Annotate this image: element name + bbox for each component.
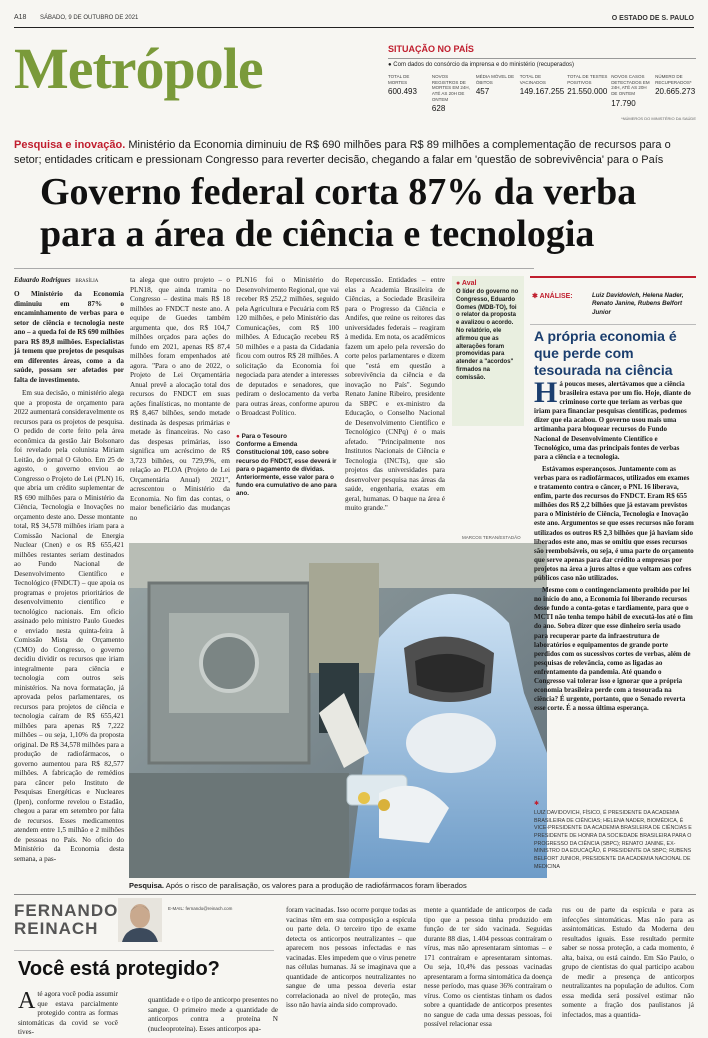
page-number: A18 bbox=[14, 14, 27, 21]
article-dek-text: Ministério da Economia diminuiu de R$ 690 milhões para R$ 89 milhões a complementação de recursos para o setor; entidades criticam e pressionam Congresso para reverter decisão, chegando a falar em 'questão de sobrevivência' para o País bbox=[14, 139, 671, 167]
stat-value: 17.790 bbox=[611, 98, 636, 108]
columnist-name bbox=[14, 902, 118, 938]
caption-text: Após o risco de paralisação, os valores para a produção de radiofármacos foram liberados bbox=[165, 881, 467, 890]
column-col-3: foram vacinadas. Isso ocorre porque todas as vacinas têm em sua composição a espícula ou parte dela. O terceiro tipo de exame detecta os anticorpos neutralizantes – que aparecem nos pessoas infectadas e nas vacinadas. Eles impedem que o vírus penetre nas células humanas. Já se imaginava que a quantidade de anticorpos neutralizantes no sangue de uma pessoa deveria estar correlacionada ao nível de proteção, mas isso não havia ainda sido comprovado. bbox=[286, 906, 416, 1009]
byline bbox=[14, 276, 98, 284]
analise-rule bbox=[530, 276, 696, 278]
stat-label: MÉDIA MÓVEL DE ÓBITOS bbox=[475, 74, 515, 85]
analise-authors: Luiz Davidovich, Helena Nader, Renato Janine, Rubens Belfort Junior bbox=[592, 292, 684, 316]
column-rule bbox=[14, 950, 274, 951]
footnote-star-icon: ✱ bbox=[534, 801, 540, 807]
stat-value: 20.665.273 bbox=[655, 87, 696, 97]
lab-technician-photo bbox=[129, 543, 547, 878]
article-column-1 bbox=[14, 290, 124, 890]
aval-heading: ● Aval bbox=[456, 280, 477, 287]
analise-text bbox=[534, 376, 694, 816]
article-lead: O Ministério da Economia diminuiu em 87% o encaminhamento de verbas para o setor de ciência e tecnologia neste ano – a queda foi de R$ 690 milhões para R$ 89,8 milhões. Especialistas já temem que projetos de pesquisas em diferentes áreas, como a da saúde, possam ser afetados por falta de investimento. bbox=[14, 290, 124, 384]
section-title: Metrópole bbox=[14, 36, 263, 101]
aval-text: O líder do governo no Congresso, Eduardo Gomes (MDB-TO), foi o relator da proposta e avalizou o acordo. No relatório, ele afirmou que as alterações foram promovidas para atender a "acordos" firmados na comissão. bbox=[456, 289, 519, 381]
stat-label: NÚMERO DE RECUPERADOS* bbox=[655, 74, 692, 85]
situacao-title: SITUAÇÃO NO PAÍS bbox=[388, 44, 474, 54]
column-col-4: mente a quantidade de anticorpos de cada tipo que a pessoa tinha produzido em função de ter sido vacinada. Seguidas durante 88 dias, 1.404 pessoas contraíram o vírus, mas não apresentaram sintomas – e 171 contraíram e apresentaram sintomas. Ou seja, 10,4% das pessoas vacinadas apresentaram a forma sintomática da doença nesse período, mas quase 36% contraíram o vírus. Como os cientistas tinham os dados sobre a quantidade de anticorpos presentes no sangue de cada uma dessas pessoas, foi possível relacionar essa bbox=[424, 906, 552, 1028]
column-col-1 bbox=[18, 988, 118, 1036]
analise-title: A própria economia é que perde com tesourada na ciência bbox=[534, 328, 677, 378]
aval-bullet-icon: ● bbox=[456, 280, 461, 287]
stat-value: 600.493 bbox=[388, 87, 417, 97]
stat-label: TOTAL DE VACINADOS bbox=[519, 74, 546, 85]
tesouro-heading: ● Para o Tesouro bbox=[236, 433, 287, 440]
column-col-5: rus ou de parte da espícula e para as infecções sintomáticas. Mas não para as assintomáticas. Estudo da Moderna deu resultados iguais. Esse resultado permite saber se nossa proteção, a cada momento, é alta, baixa, ou está caindo. Em São Paulo, o grupo de cientistas do qual participo acabou de medir a presença de anticorpos neutralizantes na população de adultos. Com essa medida será possível estimar não somente a fração dos paulistanos já infectados, mas a quantida- bbox=[562, 906, 694, 1019]
header-rule bbox=[14, 27, 694, 28]
stat-label: TOTAL DE MORTES bbox=[388, 74, 410, 85]
article-headline bbox=[40, 172, 700, 256]
tesouro-text: Conforme a Emenda Constitucional 109, caso sobre recurso do FNDCT, esse deverá ir para o pagamento de dívidas. Anteriormente, esse valor para o fundo era cumulativo de ano para ano. bbox=[236, 441, 337, 498]
stat-value: 628 bbox=[431, 104, 446, 114]
stat-item bbox=[388, 74, 429, 114]
stat-item bbox=[611, 74, 652, 114]
situacao-subtitle: ● Com dados do consórcio da imprensa e do ministério (recuperados) bbox=[388, 62, 575, 68]
headline-line-1: Governo federal corta 87% da verba bbox=[40, 171, 637, 213]
column-col-1-text: té agora você podia assumir que estava parcialmente protegido contra as formas sintomáticas da covid se você tives- bbox=[18, 990, 118, 1036]
columnist-first-name: FERNANDO bbox=[14, 901, 119, 920]
stat-label: TOTAL DE TESTES POSITIVOS bbox=[567, 74, 608, 85]
article-column-3: PLN16 foi o Ministério do Desenvolvimento Regional, que vai receber R$ 252,2 milhões, seguido pela Agricultura e Pecuária com R$ 120 milhões, e pelo Ministério das Comunicações, com R$ 100 milhões. A Educação recebeu R$ 50 milhões e a pasta da Cidadania ficou com outros R$ 28 milhões. A solicitação da Economia foi negociada para atender a interesses de deputados e senadores, que pediram o deslocamento da verba para outras áreas, conforme apurou o Broadcast Político. bbox=[236, 276, 339, 417]
stat-label: NOVOS REGISTROS DE MORTES EM 24H, ATÉ AS 20H DE ONTEM bbox=[431, 74, 470, 102]
analise-star-icon: ✱ bbox=[532, 293, 538, 300]
stat-item bbox=[476, 74, 517, 114]
stat-value: 21.550.000 bbox=[567, 87, 608, 97]
column-dropcap: A bbox=[18, 988, 36, 1014]
columnist-portrait-icon bbox=[118, 898, 162, 942]
stat-item bbox=[567, 74, 608, 114]
columnist-avatar bbox=[118, 898, 162, 942]
columnist-last-name: REINACH bbox=[14, 918, 99, 938]
byline-author: Eduardo Rodrigues bbox=[14, 276, 71, 284]
tesouro-bullet-icon: ● bbox=[236, 433, 240, 440]
bullet-icon: ● bbox=[388, 62, 392, 68]
analise-paragraph-1: á poucos meses, alertávamos que a ciência brasileira estava por um fio. Hoje, diante do criminoso corte que teriam as verbas que iriam para financiar pesquisas científicas, podemos dizer que ela acabou. O governo usou mais uma artimanha para bloquear recursos do Fundo Nacional de Desenvolvimento Científico e Tecnológico, uma das principais fontes de verbas para a ciência e a tecnologia. bbox=[534, 380, 691, 461]
situacao-panel bbox=[388, 44, 696, 121]
photo-caption bbox=[129, 881, 549, 890]
newspaper-name: O ESTADO DE S. PAULO bbox=[611, 15, 694, 22]
analise-rule-2 bbox=[530, 324, 696, 325]
analise-panel bbox=[530, 276, 696, 892]
analise-dropcap: H bbox=[534, 376, 558, 409]
analise-footnote: LUIZ DAVIDOVICH, FÍSICO, É PRESIDENTE DA ACADEMIA BRASILEIRA DE CIÊNCIAS; HELENA NADER, BIOMÉDICA, É VICE-PRESIDENTE DA ACADEMIA BRASILEIRA DE CIÊNCIAS E PRESIDENTE DE HONRA DA SOCIEDADE BRASILEIRA PARA O PROGRESSO DA CIÊNCIA (SBPC); RENATO JANINE, EX-MINISTRO DA EDUCAÇÃO, É PRESIDENTE DA SBPC; RUBENS BELFORT JUNIOR, PRESIDENTE DA ACADEMIA NACIONAL DE MEDICINA bbox=[534, 810, 692, 870]
byline-dateline: BRASÍLIA bbox=[75, 279, 99, 284]
stat-item bbox=[655, 74, 696, 114]
article-kicker: Pesquisa e inovação. bbox=[14, 139, 126, 151]
stat-value: 457 bbox=[475, 87, 490, 97]
stat-label: NOVOS CASOS DETECTADOS EM 24H, ATÉ AS 20H DE ONTEM bbox=[611, 74, 650, 96]
analise-paragraph-2: Estávamos esperançosos. Juntamente com as verbas para os radiofármacos, utilizados em exames e tratamento contra o câncer, o PNL 16 liberava, enfim, parte dos recursos do FNDCT. Eram R$ 655 milhões dos R$ 2,2 bilhões que já estavam previstos para o Ministério de Ciência, Tecnologia e Inovação este ano. Argumentos se que esses recursos não foram utilizados os outros R$ 2,3 bilhões que já haviam sido liberados este ano, mas se omitiu que esses recursos são reembolsáveis, ou seja, é uma parte do orçamento que serve apenas para dar crédito a empresas por projetos na área a juros altos e que voltam aos cofres públicos caso não utilizados. bbox=[534, 464, 694, 582]
article-column-2: ta alega que outro projeto – o PLN18, que ainda tramita no Congresso – destina mais R$ 18 milhões ao FNDCT neste ano. A equipe de Guedes também argumenta que, dos R$ 104,7 milhões orçados para ações do fundo em 2021, apenas R$ 87,4 milhões foram empenhados até agora. "Para o ano de 2022, o Projeto de Lei Orçamentária Anual prevê a alocação total dos recursos do FNDCT em suas ações finalísticas, no montante de R$ 8,467 bilhões, sendo metade destinada às despesas primárias e metade às financeiras. No caso das despesas primárias, isso significa um acréscimo de R$ 3,723 bilhões, ou 729,9%, em relação ao PLOA (Projeto de Lei Orçamentária Anual) 2021", acrescentou o Ministério da Economia. No fim das contas, o maior beneficiário das mudanças no bbox=[130, 276, 230, 522]
situacao-note: *NÚMEROS DO MINISTÉRIO DA SAÚDE bbox=[621, 116, 696, 122]
column-col-2: quantidade e o tipo de anticorpo presentes no sangue. O primeiro mede a quantidade de anticorpos contra a proteína N (nucleoproteína). Esses anticorpos apa- bbox=[148, 996, 278, 1033]
stats-row bbox=[388, 74, 696, 114]
article-column-4: Repercussão. Entidades – entre elas a Academia Brasileira de Ciências, a Sociedade Brasileira para o Progresso da Ciência e Andifes, que reúne os reitores das universidades federais – reagiram à medida. Em nota, os acadêmicos fazem um apelo pela reversão do corte pelos parlamentares e dizem que "está em questão a sobrevivência da ciência e da inovação no País". Segundo Renato Janine Ribeiro, presidente da SBPC e ex-ministro da Educação, o Conselho Nacional de Desenvolvimento Científico e Tecnológico (CNPq) é o mais afetado. "Principalmente nos Institutos Nacionais de Ciência e Tecnologia (INCTs), que são projetos das universidades para desenvolver pesquisa nas áreas da saúde, engenharia, exatas em geral, humanas. O baque na área é muito grande." bbox=[345, 276, 445, 512]
situacao-rule bbox=[388, 58, 696, 59]
headline-rule bbox=[14, 268, 534, 269]
stat-item bbox=[432, 74, 473, 114]
article-dek bbox=[14, 138, 694, 169]
article-photo bbox=[129, 543, 547, 878]
column-title: Você está protegido? bbox=[18, 958, 220, 980]
stat-item bbox=[520, 74, 565, 114]
analise-paragraph-3: Mesmo com o contingenciamento proibido por lei no início do ano, a Economia foi liberando recursos desse fundo a conta-gotas e tardiamente, para que o MCTI não tenha tempo hábil de executá-los até o fim do ano. Sobra dizer que esse dinheiro seria usado para recuperar parte da infraestrutura de laboratórios e equipamentos de grande porte perdidos com os sucessivos cortes de verbas, além de pesquisas de relevância, como as ligadas ao enfrentamento da pandemia. Até quando o Congresso vai tolerar isso e ignorar que a própria economia brasileira perde com a tesourada na ciência? É urgente, portanto, que o Senado reverta esse corte. É a nossa última esperança. bbox=[534, 586, 693, 713]
article-body-1: Em sua decisão, o ministério alega que a proposta de orçamento para 2022 aumentará consideravelmente os recursos para os projetos de pesquisa. O pedido de corte feito pela área econômica da gestão Jair Bolsonaro foi revelado pela colunista Miriam Leitão, do jornal O Globo. Em 25 de agosto, o governo enviou ao Congresso o Projeto de Lei (PLN) 16, que abria um crédito suplementar de R$ 690 milhões para o Ministério da Ciência, Tecnologia e Inovações no orçamento deste ano. Desse montante total, R$ 34,578 milhões iriam para a Comissão Nacional de Energia Nuclear (Cnen) e os R$ 655,421 milhões restantes seriam destinados ao Fundo Nacional de Desenvolvimento Científico e Tecnológico (FNDCT) – que apoia os programas e projetos prioritários de desenvolvimento científico e tecnológico nacionais. Em ofício assinado pelo ministro Paulo Guedes e enviado nesta quinta-feira à Comissão Mista de Orçamento (CMO) do Congresso, o governo decidiu dividir os recursos que iriam integralmente para ciência e tecnologia com outros seis ministérios. Na nova formatação, já aprovada pelos parlamentares, os recursos para projetos de ciência e tecnologia caíram de R$ 655,421 milhões para apenas R$ 7,222 milhões – ou seja, 1,10% da proposta original. De R$ 34,578 milhões para a produção de radiofármacos, o governo aumentou para R$ 82,577 milhões. A fabricação de remédios para câncer pelo Instituto de Pesquisas Energéticas e Nucleares (Ipen), conforme revelou o Estadão, chegou a parar em setembro por falta de recursos. Esses medicamentos atendem entre 1,5 milhão e 2 milhões de pessoas no País. No ofício do Ministério da Economia desta semana, a pas- bbox=[14, 389, 124, 863]
columnist-email: E-MAIL: fernando@reinach.com bbox=[168, 906, 233, 911]
tesouro-box bbox=[236, 433, 342, 498]
caption-kicker: Pesquisa. bbox=[129, 881, 165, 890]
stat-value: 149.167.255 bbox=[519, 87, 565, 97]
photo-credit: MARCOS TERAN/ESTADÃO bbox=[462, 535, 521, 540]
bottom-rule bbox=[14, 894, 696, 895]
headline-line-2: para a área de ciência e tecnologia bbox=[40, 212, 595, 255]
page-date: SÁBADO, 9 DE OUTUBRO DE 2021 bbox=[40, 15, 139, 21]
analise-label: ✱ ANÁLISE: bbox=[532, 293, 573, 300]
aval-box bbox=[452, 276, 524, 426]
